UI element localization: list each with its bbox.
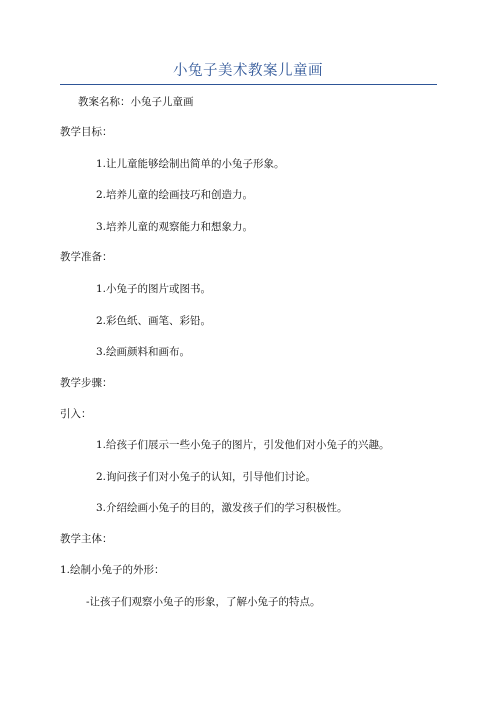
goal-item-2: 2.培养儿童的绘画技巧和创造力。 (96, 189, 254, 201)
intro-item-1: 1.给孩子们展示一些小兔子的图片，引发他们对小兔子的兴趣。 (96, 439, 390, 451)
section-heading-goals: 教学目标： (60, 126, 113, 138)
main-item-1-detail: -让孩子们观察小兔子的形象，了解小兔子的特点。 (86, 596, 321, 608)
prep-item-3: 3.绘画颜料和画布。 (96, 346, 191, 358)
lesson-name-line: 教案名称：小兔子儿童画 (78, 96, 194, 108)
title-underline (60, 84, 437, 85)
section-heading-steps: 教学步骤： (60, 377, 113, 389)
goal-item-1: 1.让儿童能够绘制出简单的小兔子形象。 (96, 158, 285, 170)
goal-item-3: 3.培养儿童的观察能力和想象力。 (96, 221, 254, 233)
prep-item-1: 1.小兔子的图片或图书。 (96, 283, 212, 295)
main-item-1: 1.绘制小兔子的外形： (60, 564, 165, 576)
subheading-main: 教学主体： (60, 533, 113, 545)
subheading-intro: 引入： (60, 408, 92, 420)
prep-item-2: 2.彩色纸、画笔、彩铅。 (96, 315, 212, 327)
intro-item-3: 3.介绍绘画小兔子的目的，激发孩子们的学习积极性。 (96, 502, 348, 514)
document-title: 小兔子美术教案儿童画 (173, 63, 323, 79)
section-heading-prep: 教学准备： (60, 251, 113, 263)
intro-item-2: 2.询问孩子们对小兔子的认知，引导他们讨论。 (96, 471, 317, 483)
